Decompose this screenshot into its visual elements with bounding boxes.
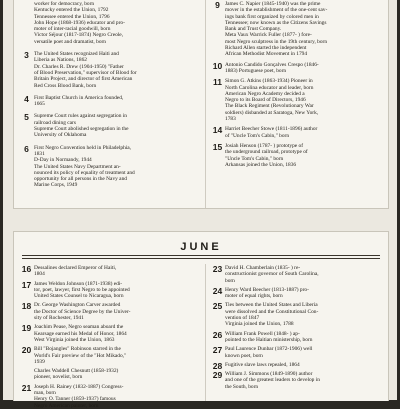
- calendar-entry: [20, 113, 192, 138]
- calendar-entry: [211, 287, 383, 300]
- calendar-entry: [211, 78, 383, 122]
- date-number: 21: [21, 382, 32, 393]
- calendar-entry: [211, 360, 383, 371]
- date-number: 14: [212, 125, 223, 136]
- heading-rule-top: [22, 255, 380, 256]
- entry-text-line: man, born: [34, 390, 56, 397]
- entry-text-line: moter of equal rights, born: [225, 293, 283, 300]
- calendar-entry: [211, 126, 383, 139]
- heading-rule-bottom: [22, 258, 380, 259]
- entry-text-line: United States Counsel to Nicaragua, born: [34, 293, 124, 300]
- entry-text-line: known poet, born: [225, 352, 263, 359]
- entry-text-line: Negro to its Board of Directors, 1946: [225, 97, 306, 104]
- calendar-entry: [20, 302, 192, 321]
- entry-text-line: 1939: [34, 358, 45, 365]
- entry-text-line: railroad dining cars: [34, 119, 76, 126]
- calendar-entry: [211, 331, 383, 344]
- entry-text-line: The Black Regiment (Revolutionary War: [225, 103, 314, 110]
- calendar-entry: [211, 346, 383, 359]
- column-divider: [205, 0, 206, 208]
- june-left-column: [20, 265, 192, 409]
- date-number: 20: [21, 345, 32, 356]
- entry-text-line: vention of 1847: [225, 315, 260, 322]
- entry-text-line: D-Day in Normandy, 1944: [34, 157, 92, 164]
- entry-text-line: Richard Allen started the independent: [225, 45, 307, 52]
- column-divider: [205, 264, 206, 401]
- calendar-entry: [211, 302, 383, 327]
- entry-text-line: nounced its policy of equality of treatment and: [34, 169, 135, 176]
- date-number: 19: [21, 323, 32, 334]
- date-number: 10: [212, 60, 223, 71]
- entry-text-line: Joachim Pease, Negro seaman aboard the: [34, 324, 124, 331]
- entry-text-line: constructionist governor of South Carolina,: [225, 271, 319, 278]
- entry-text-line: opportunity for all persons in the Navy and: [34, 176, 127, 183]
- entry-text-line: John Hope (1868-1936) educator and pro-: [34, 19, 125, 26]
- may-right-column: [211, 1, 383, 168]
- entry-text-line: Henry O. Tanner (1859-1937) famous: [34, 396, 116, 403]
- scanned-calendar-page: [3, 0, 397, 409]
- entry-text-line: "Uncle Tom's Cabin," born: [225, 155, 284, 162]
- calendar-entry: [211, 62, 383, 75]
- date-number: 26: [212, 329, 223, 340]
- calendar-entry: [20, 145, 192, 189]
- entry-text-line: Joseph H. Rainey (1832-1887) Congress-: [34, 383, 124, 390]
- calendar-entry: [211, 143, 383, 168]
- entry-text-line: African Methodist Movement in 1794: [225, 51, 308, 58]
- entry-text-line: of "Uncle Tom's Cabin," born: [225, 132, 290, 139]
- entry-text-line: 1883) Portuguese poet, born: [225, 67, 287, 74]
- entry-text-line: Charles Waddell Chesnutt (1858-1932): [34, 368, 119, 375]
- entry-text-line: University of Oklahoma: [34, 132, 87, 139]
- calendar-entry: [20, 281, 192, 300]
- entry-text-line: ings bank first organized by colored men in: [225, 13, 319, 20]
- date-number: 15: [212, 141, 223, 152]
- date-number: 24: [212, 285, 223, 296]
- entry-text-line: West Virginia joined the Union, 1863: [34, 336, 115, 343]
- entry-text-line: Bill "Bojangles" Robinson starred in the: [34, 346, 121, 353]
- entry-text-line: Harriet Beecher Stowe (1811-1896) author: [225, 126, 318, 133]
- entry-text-line: North Carolina educator and leader, born: [225, 84, 314, 91]
- entry-text-line: the Doctor of Science Degree by the Univer-: [34, 308, 131, 315]
- calendar-entry: [20, 1, 192, 45]
- entry-text-line: worker for democracy, born: [34, 1, 95, 7]
- entry-text-line: Ties between the United States and Liberia: [225, 302, 318, 309]
- calendar-entry: [20, 95, 192, 108]
- date-number: 27: [212, 345, 223, 356]
- entry-text-line: Supreme Court abolished segregation in the: [34, 126, 129, 133]
- calendar-entry: [20, 265, 192, 278]
- entry-text-line: First Negro Convention held in Philadelphia,: [34, 144, 132, 151]
- entry-text-line: William J. Simmons (1849-1890) author: [225, 371, 313, 378]
- june-right-column: [211, 265, 383, 390]
- date-number: 4: [24, 93, 29, 104]
- entry-text-line: and one of the greatest leaders to develop in: [225, 377, 320, 384]
- entry-text-line: Supreme Court rules against segregation in: [34, 113, 127, 120]
- entry-text-line: Kentucky entered the Union, 1792: [34, 7, 109, 14]
- entry-text-line: born: [225, 277, 235, 284]
- date-number: 23: [212, 264, 223, 274]
- calendar-entry: [211, 265, 383, 284]
- calendar-entry: [211, 1, 383, 58]
- entry-text-line: Negro American painter, born: [34, 402, 99, 409]
- calendar-entry: [20, 368, 192, 381]
- entry-text-line: Henry Ward Beecher (1813-1887) pro-: [225, 286, 309, 293]
- entry-text-line: James C. Napier (1845-1940) was the prime: [225, 1, 321, 7]
- entry-text-line: Paul Laurence Dunbar (1872-1906) well: [225, 346, 313, 353]
- entry-text-line: Dessalines declared Emperor of Haiti,: [34, 265, 117, 271]
- entry-text-line: James Weldon Johnson (1871-1938) edi-: [34, 280, 123, 287]
- entry-text-line: 1804: [34, 271, 45, 278]
- date-number: 29: [212, 370, 223, 381]
- june-calendar-panel: [13, 231, 389, 409]
- entry-text-line: most Negro sculptress in the 19th century, born: [225, 38, 328, 45]
- entry-text-line: pointed to the Haitian ministership, born: [225, 336, 313, 343]
- calendar-entry: [20, 346, 192, 365]
- entry-text-line: Simon G. Atkins (1863-1934) Pioneer in: [225, 78, 313, 85]
- entry-text-line: Dr. George Washington Carver awarded: [34, 302, 121, 309]
- entry-text-line: were dissolved and the Constitutional Con-: [225, 308, 319, 315]
- entry-text-line: 1831: [34, 150, 45, 157]
- date-number: 18: [21, 301, 32, 312]
- date-number: 5: [24, 112, 29, 123]
- calendar-entry: [20, 51, 192, 89]
- calendar-entry: [20, 324, 192, 343]
- entry-text-line: First Baptist Church in America founded,: [34, 94, 124, 101]
- entry-text-line: The United States recognized Haiti and: [34, 51, 119, 58]
- entry-text-line: soldiers) disbanded at Saratoga, New York,: [225, 109, 319, 116]
- date-number: 28: [212, 360, 223, 371]
- entry-text-line: of Blood Preservation," supervisor of Blood for: [34, 69, 137, 76]
- entry-text-line: versatile poet and dramatist, born: [34, 38, 107, 45]
- entry-text-line: Virginia joined the Union, 1788: [225, 321, 294, 328]
- date-number: 6: [24, 143, 29, 154]
- entry-text-line: Dr. Charles R. Drew (1904-1950) "Father: [34, 63, 124, 70]
- month-heading: JUNE: [180, 241, 222, 253]
- entry-text-line: Bank and Trust Company.: [225, 26, 282, 33]
- entry-text-line: World's Fair preview of the "Hot Mikado,": [34, 352, 127, 359]
- entry-text-line: Marine Corps, 1949: [34, 182, 78, 189]
- entry-text-line: 1783: [225, 116, 236, 123]
- date-number: 17: [21, 279, 32, 290]
- entry-text-line: Tennessee entered the Union, 1796: [34, 13, 110, 20]
- date-number: 9: [215, 0, 220, 10]
- calendar-entry: [20, 384, 192, 409]
- entry-text-line: tor, poet, lawyer, first Negro to be appointed: [34, 286, 130, 293]
- date-number: 25: [212, 301, 223, 312]
- entry-text-line: Red Cross Blood Bank, born: [34, 82, 97, 89]
- may-left-column: [20, 1, 192, 189]
- entry-text-line: Kearsage earned his Medal of Honor, 1864: [34, 330, 127, 337]
- entry-text-line: Victor Séjour (1817-1874) Negro Creole,: [34, 32, 124, 39]
- entry-text-line: pioneer, novelist, born: [34, 374, 83, 381]
- entry-text-line: American Negro Academy decided a: [225, 90, 305, 97]
- entry-text-line: Arkansas joined the Union, 1836: [225, 161, 297, 168]
- entry-text-line: Antonio Candido Gonçalves Crespo (1846-: [225, 61, 319, 68]
- entry-text-line: Josiah Henson (1787- ) prototype of: [225, 142, 304, 149]
- entry-text-line: The United States Navy Department an-: [34, 163, 121, 170]
- entry-text-line: Britain Project, and director of first American: [34, 76, 133, 83]
- entry-text-line: Fugitive slave laws repealed, 1864: [225, 361, 300, 368]
- date-number: 16: [21, 264, 32, 274]
- entry-text-line: David H. Chamberlain (1835- ) re-: [225, 265, 301, 271]
- date-number: 11: [213, 77, 222, 88]
- entry-text-line: mover in the establishment of the one-cent sav-: [225, 7, 328, 14]
- entry-text-line: moter of inter-racial goodwill, born: [34, 26, 111, 33]
- entry-text-line: sity of Rochester, 1941: [34, 315, 84, 322]
- entry-text-line: 1665: [34, 101, 45, 108]
- entry-text-line: the underground railroad, prototype of: [225, 149, 308, 156]
- entry-text-line: Tennessee; now known as the Citizens Savings: [225, 19, 327, 26]
- entry-text-line: William Frank Powell (1848- ) ap-: [225, 330, 300, 337]
- entry-text-line: Liberia as Nations, 1862: [34, 57, 87, 64]
- date-number: 3: [24, 50, 29, 61]
- may-calendar-panel: [13, 0, 389, 209]
- entry-text-line: Meta Vaux Warrick Fuller (1877- ) fore-: [225, 32, 312, 39]
- entry-text-line: the South, born: [225, 383, 259, 390]
- calendar-entry: [211, 371, 383, 390]
